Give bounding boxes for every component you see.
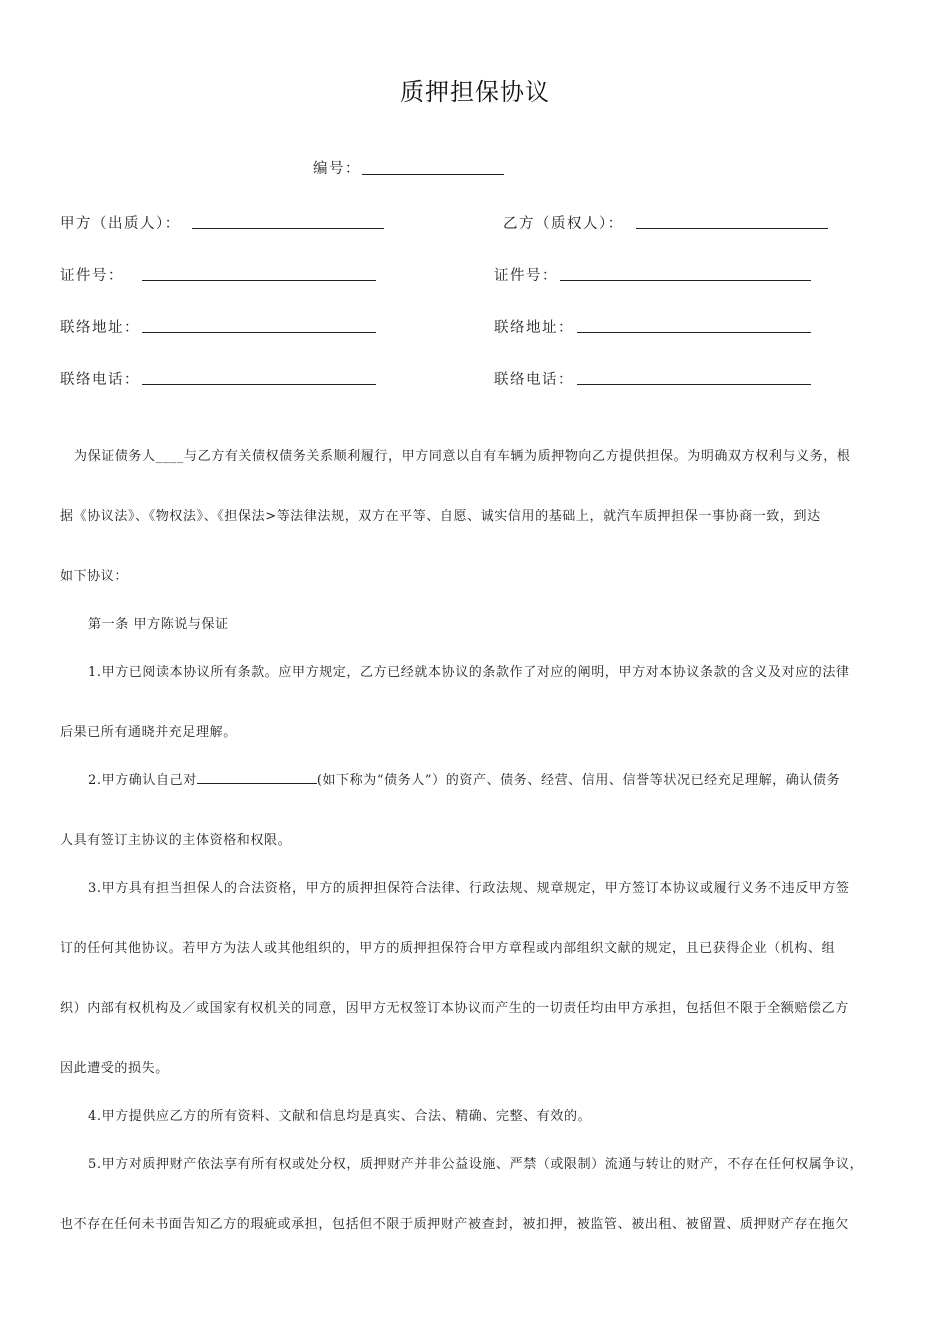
number-label: 编号： [313, 161, 361, 177]
clause-5-line-2: 也不存在任何未书面告知乙方的瑕疵或承担，包括但不限于质押财产被查封，被扣押，被监管、被出租、被留置、质押财产存在拖欠 [60, 1217, 849, 1232]
party-b-id-field[interactable] [560, 280, 811, 281]
party-a-id-field[interactable] [142, 280, 376, 281]
debtor-blank[interactable]: ____ [155, 449, 185, 464]
party-a-phone-field[interactable] [142, 384, 376, 385]
intro-line-2: 据《协议法》、《物权法》、《担保法>等法律法规，双方在平等、自愿、诚实信用的基础上，就汽车质押担保一事协商一致，到达 [60, 509, 821, 524]
party-b-address-field[interactable] [577, 332, 811, 333]
clause-1-line-2: 后果已所有通晓并充足理解。 [60, 725, 237, 740]
party-a-address-label: 联络地址： [60, 320, 140, 336]
clause-3-line-1: 3.甲方具有担当担保人的合法资格，甲方的质押担保符合法律、行政法规、规章规定，甲方签订本协议或履行义务不违反甲方签 [88, 881, 850, 896]
intro-text: 为保证债务人 [74, 449, 156, 464]
party-b-phone-field[interactable] [577, 384, 811, 385]
party-a-address-field[interactable] [142, 332, 376, 333]
clause-3-line-4: 因此遭受的损失。 [60, 1061, 169, 1076]
intro-text: 与乙方有关债权债务关系顺利履行，甲方同意以自有车辆为质押物向乙方提供担保。为明确双方权利与义务，根 [184, 449, 851, 464]
party-b-phone-label: 联络电话： [494, 372, 574, 388]
party-b-label: 乙方（质权人）： [503, 216, 624, 232]
clause-5-line-1: 5.甲方对质押财产依法享有所有权或处分权，质押财产并非公益设施、严禁（或限制）流通与转让的财产，不存在任何权属争议， [88, 1157, 864, 1172]
clause-2-line-2: 人具有签订主协议的主体资格和权限。 [60, 833, 292, 848]
party-b-id-label: 证件号： [494, 268, 558, 284]
clause-text: 2.甲方确认自己对 [88, 773, 197, 788]
party-b-field[interactable] [636, 228, 828, 229]
number-field[interactable] [362, 174, 504, 175]
clause-2-line-1 [88, 769, 840, 788]
party-a-field[interactable] [192, 228, 384, 229]
party-b-address-label: 联络地址： [494, 320, 574, 336]
article-1-heading: 第一条 甲方陈说与保证 [88, 617, 229, 632]
clause-4-line-1: 4.甲方提供应乙方的所有资料、文献和信息均是真实、合法、精确、完整、有效的。 [88, 1109, 592, 1124]
party-a-phone-label: 联络电话： [60, 372, 140, 388]
clause-3-line-2: 订的任何其他协议。若甲方为法人或其他组织的，甲方的质押担保符合甲方章程或内部组织文献的规定，且已获得企业（机构、组 [60, 941, 836, 956]
party-a-id-label: 证件号： [60, 268, 124, 284]
party-a-label: 甲方（出质人）： [60, 216, 181, 232]
intro-line-3: 如下协议： [60, 569, 129, 584]
clause-3-line-3: 织）内部有权机构及／或国家有权机关的同意，因甲方无权签订本协议而产生的一切责任均由甲方承担，包括但不限于全额赔偿乙方 [60, 1001, 849, 1016]
clause-text: (如下称为“债务人”）的资产、债务、经营、信用、信誉等状况已经充足理解，确认债务 [316, 773, 841, 788]
document-title: 质押担保协议 [400, 78, 550, 106]
debtor-name-blank[interactable] [197, 771, 317, 784]
clause-1-line-1: 1.甲方已阅读本协议所有条款。应甲方规定，乙方已经就本协议的条款作了对应的阐明，甲方对本协议条款的含义及对应的法律 [88, 665, 850, 680]
intro-line-1 [74, 445, 850, 464]
